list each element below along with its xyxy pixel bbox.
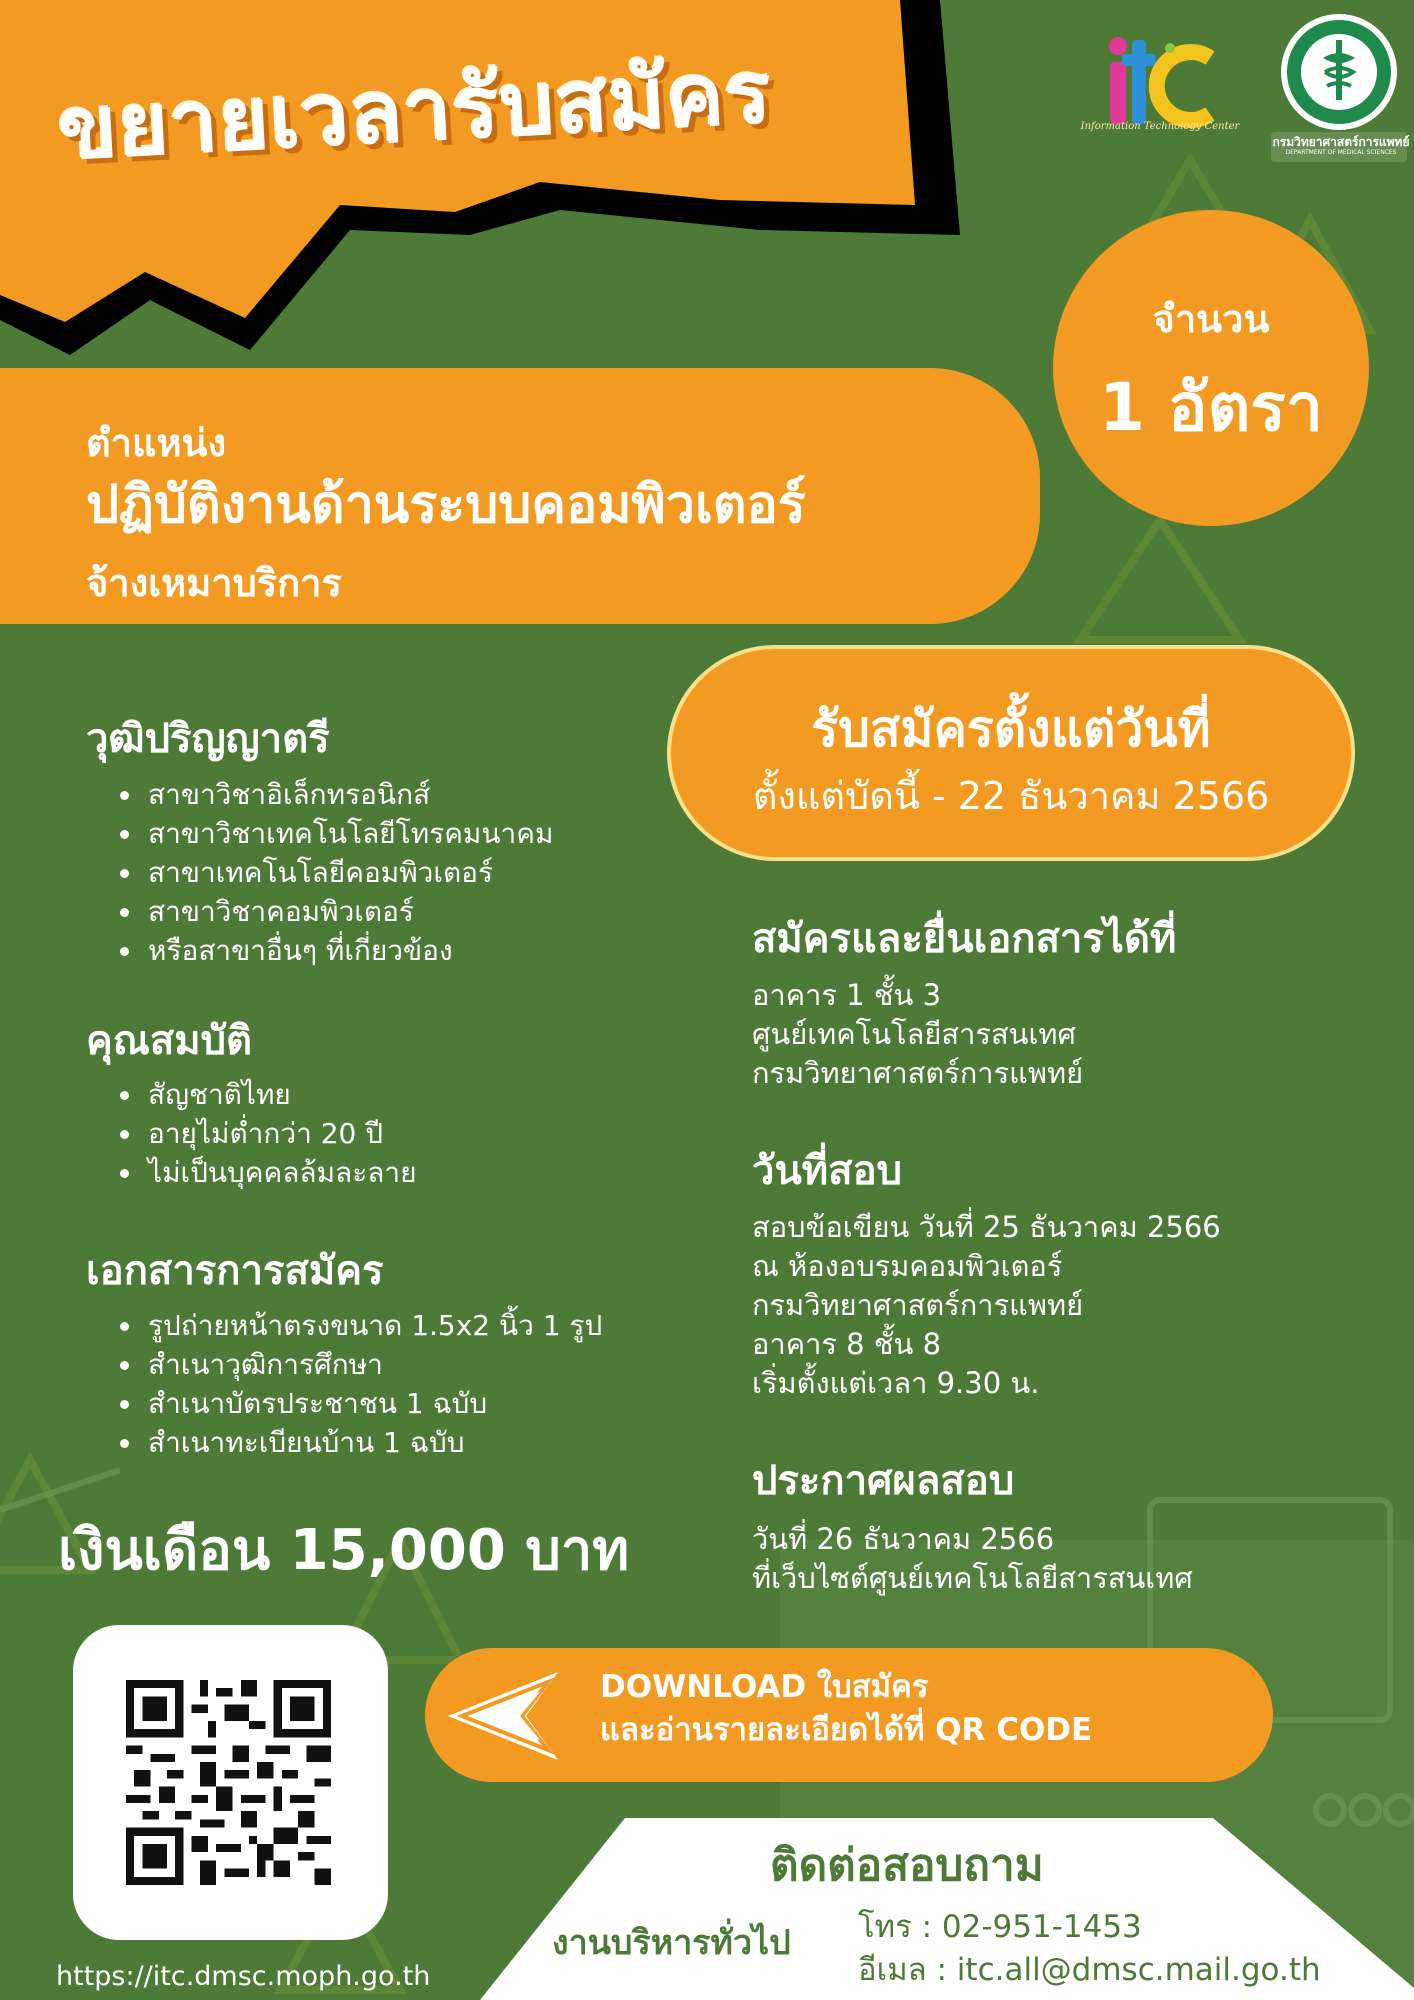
results-body — [752, 1520, 1193, 1598]
salary-text: เงินเดือน 15,000 บาท — [58, 1518, 630, 1583]
download-line-1: DOWNLOAD ใบสมัคร — [600, 1669, 929, 1705]
apply-period-title: รับสมัครตั้งแต่วันที่ — [811, 700, 1211, 758]
download-text — [600, 1666, 1092, 1752]
download-line-2: และอ่านรายละเอียดได้ที่ QR CODE — [600, 1712, 1093, 1748]
text-line: กรมวิทยาศาสตร์การแพทย์ — [752, 1288, 1084, 1322]
qr-code-icon[interactable] — [126, 1680, 331, 1885]
itc-logo — [1070, 18, 1250, 158]
text-line: วันที่ 26 ธันวาคม 2566 — [752, 1522, 1055, 1556]
submit-location-heading: สมัครและยื่นเอกสารได้ที่ — [752, 916, 1177, 962]
arrow-left-icon — [448, 1668, 568, 1764]
documents-list — [86, 1306, 602, 1462]
contact-title: ติดต่อสอบถาม — [770, 1840, 1044, 1891]
list-item: • สำเนาทะเบียนบ้าน 1 ฉบับ — [144, 1423, 602, 1462]
contact-department: งานบริหารทั่วไป — [552, 1923, 791, 1963]
text-line: เริ่มตั้งแต่เวลา 9.30 น. — [752, 1366, 1040, 1400]
contact-phone[interactable]: โทร : 02-951-1453 — [858, 1909, 1142, 1945]
text-line: ที่เว็บไซต์ศูนย์เทคโนโลยีสารสนเทศ — [752, 1561, 1193, 1595]
moph-caption-th: กรมวิทยาศาสตร์การแพทย์ — [1272, 135, 1410, 149]
headline-text: ขยายเวลารับสมัคร — [56, 42, 775, 180]
apply-period-dates: ตั้งแต่บัดนี้ - 22 ธันวาคม 2566 — [752, 774, 1270, 818]
list-item: • สาขาวิชาเทคโนโลยีโทรคมนาคม — [144, 814, 553, 853]
position-label: ตำแหน่ง — [86, 421, 227, 465]
list-item: • รูปถ่ายหน้าตรงขนาด 1.5x2 นิ้ว 1 รูป — [144, 1306, 602, 1345]
contact-email[interactable]: อีเมล : itc.all@dmsc.mail.go.th — [858, 1952, 1321, 1988]
list-item: • สาขาเทคโนโลยีคอมพิวเตอร์ — [144, 853, 553, 892]
results-heading: ประกาศผลสอบ — [752, 1458, 1015, 1504]
text-line: อาคาร 8 ชั้น 8 — [752, 1327, 942, 1361]
attributes-list — [86, 1075, 417, 1192]
text-line: สอบข้อเขียน วันที่ 25 ธันวาคม 2566 — [752, 1210, 1221, 1244]
list-item: • สาขาวิชาอิเล็กทรอนิกส์ — [144, 775, 553, 814]
attributes-heading: คุณสมบัติ — [86, 1018, 253, 1064]
count-value: 1 อัตรา — [1099, 369, 1323, 446]
text-line: ณ ห้องอบรมคอมพิวเตอร์ — [752, 1249, 1063, 1283]
list-item: • สำเนาบัตรประชาชน 1 ฉบับ — [144, 1384, 602, 1423]
text-line: อาคาร 1 ชั้น 3 — [752, 978, 942, 1012]
qualification-list — [86, 775, 553, 970]
list-item: • สำเนาวุฒิการศึกษา — [144, 1345, 602, 1384]
moph-caption-en: DEPARTMENT OF MEDICAL SCIENCES — [1285, 149, 1397, 156]
text-line: ศูนย์เทคโนโลยีสารสนเทศ — [752, 1017, 1076, 1051]
count-label: จำนวน — [1152, 297, 1270, 341]
list-item: • สัญชาติไทย — [144, 1075, 417, 1114]
position-title: ปฏิบัติงานด้านระบบคอมพิวเตอร์ — [86, 475, 806, 535]
documents-heading: เอกสารการสมัคร — [86, 1248, 384, 1294]
list-item: • ไม่เป็นบุคคลล้มละลาย — [144, 1153, 417, 1192]
website-url[interactable]: https://itc.dmsc.moph.go.th — [56, 1961, 431, 1992]
itc-logo-caption: Information Technology Center — [1080, 121, 1240, 132]
exam-body — [752, 1208, 1221, 1403]
employment-type: จ้างเหมาบริการ — [86, 561, 342, 605]
exam-heading: วันที่สอบ — [752, 1148, 902, 1194]
text-line: กรมวิทยาศาสตร์การแพทย์ — [752, 1056, 1084, 1090]
list-item: • สาขาวิชาคอมพิวเตอร์ — [144, 892, 553, 931]
list-item: • อายุไม่ต่ำกว่า 20 ปี — [144, 1114, 417, 1153]
list-item: • หรือสาขาอื่นๆ ที่เกี่ยวข้อง — [144, 931, 553, 970]
submit-location-body — [752, 976, 1083, 1093]
qualification-heading: วุฒิปริญญาตรี — [86, 716, 330, 762]
